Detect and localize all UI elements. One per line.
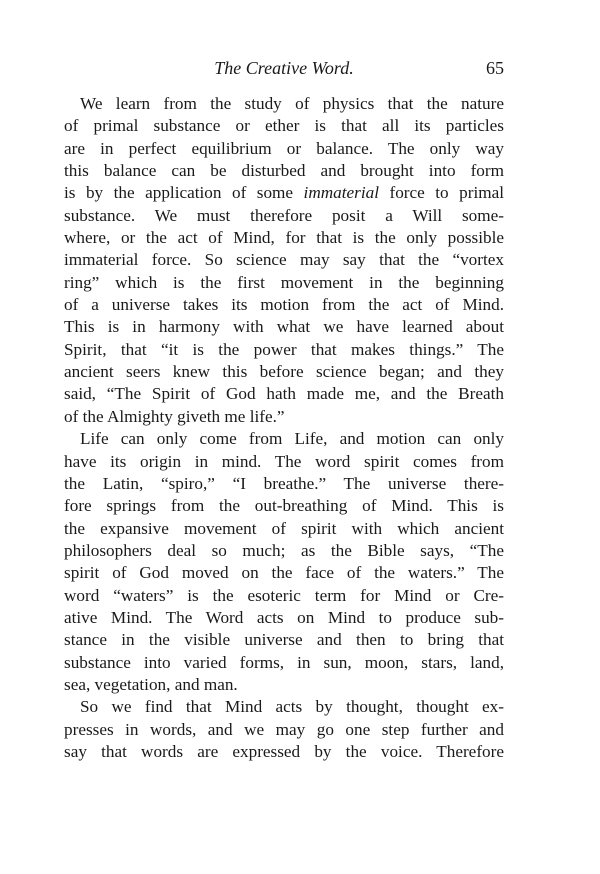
text-line: of primal substance or ether is that all its particles [64, 116, 504, 136]
text-line: Spirit, that “it is the power that makes things.” The [64, 339, 504, 359]
text-line: the expansive movement of spirit with which ancient [64, 518, 504, 538]
text-line: are in perfect equilibrium or balance. The only way [64, 138, 504, 158]
text-line: stance in the visible universe and then to bring that [64, 630, 504, 650]
text-line: immaterial force. So science may say that the “vortex [64, 250, 504, 270]
text-line: ative Mind. The Word acts on Mind to produce sub- [64, 607, 504, 627]
text-line: fore springs from the out-breathing of Mind. This is [64, 496, 504, 516]
page-header [64, 58, 504, 82]
text-line: have its origin in mind. The word spirit comes from [64, 451, 504, 471]
text-line [64, 182, 504, 204]
text-line: word “waters” is the esoteric term for Mind or Cre- [64, 585, 504, 605]
text-line: philosophers deal so much; as the Bible says, “The [64, 540, 504, 560]
text-line: the Latin, “spiro,” “I breathe.” The universe there- [64, 473, 504, 493]
text-line: ring” which is the first movement in the beginning [64, 272, 504, 292]
text-line: say that words are expressed by the voice. Therefore [64, 741, 504, 761]
text-line: sea, vegetation, and man. [64, 674, 238, 694]
text-segment: is by the application of some [64, 183, 304, 203]
text-line: So we find that Mind acts by thought, thought ex- [80, 697, 504, 717]
text-line: where, or the act of Mind, for that is the only possible [64, 228, 504, 248]
text-segment: force to primal [378, 183, 504, 203]
text-line: this balance can be disturbed and brought into form [64, 161, 504, 181]
text-line: substance into varied forms, in sun, moon, stars, land, [64, 652, 504, 672]
running-title: The Creative Word. [214, 58, 354, 78]
text-line: of the Almighty giveth me life.” [64, 406, 285, 426]
text-line: We learn from the study of physics that the nature [80, 94, 504, 113]
text-line: This is in harmony with what we have learned about [64, 317, 504, 337]
text-line: presses in words, and we may go one step further and [64, 719, 504, 739]
body-text [64, 93, 504, 763]
text-line: substance. We must therefore posit a Will some- [64, 205, 504, 225]
text-line: ancient seers knew this before science began; and they [64, 362, 504, 382]
text-line: Life can only come from Life, and motion can only [80, 429, 504, 449]
italic-word: immaterial [303, 183, 379, 203]
text-line: said, “The Spirit of God hath made me, and the Breath [64, 384, 504, 404]
page-number: 65 [486, 58, 504, 78]
text-line: of a universe takes its motion from the act of Mind. [64, 295, 504, 315]
text-line: spirit of God moved on the face of the waters.” The [64, 563, 504, 583]
